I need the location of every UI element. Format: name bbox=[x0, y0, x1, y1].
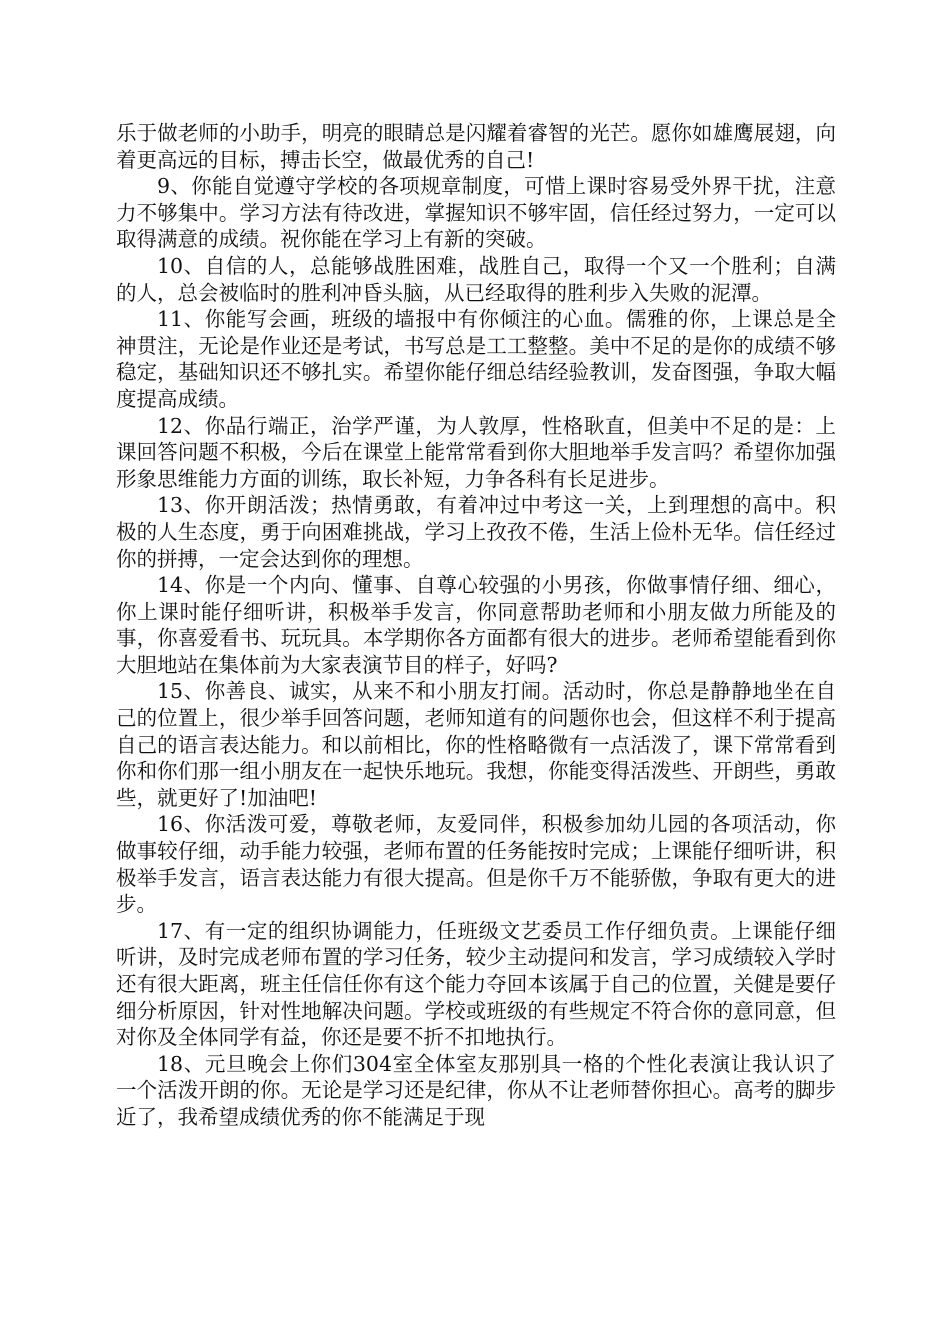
paragraph-14: 14、你是一个内向、懂事、自尊心较强的小男孩，你做事情仔细、细心，你上课时能仔细听讲，积极举手发言，你同意帮助老师和小朋友做力所能及的事，你喜爱看书、玩玩具。本学期你各方面都有很大的进步。老师希望能看到你大胆地站在集体前为大家表演节目的样子，好吗? bbox=[116, 573, 836, 677]
paragraph-18: 18、元旦晚会上你们304室全体室友那别具一格的个性化表演让我认识了一个活泼开朗的你。无论是学习还是纪律，你从不让老师替你担心。高考的脚步近了，我希望成绩优秀的你不能满足于现 bbox=[116, 1051, 836, 1129]
paragraph-9: 9、你能自觉遵守学校的各项规章制度，可惜上课时容易受外界干扰，注意力不够集中。学习方法有待改进，掌握知识不够牢固，信任经过努力，一定可以取得满意的成绩。祝你能在学习上有新的突破。 bbox=[116, 174, 836, 252]
paragraph-continued: 乐于做老师的小助手，明亮的眼睛总是闪耀着睿智的光芒。愿你如雄鹰展翅，向着更高远的目标，搏击长空，做最优秀的自己! bbox=[116, 121, 836, 172]
paragraph-16: 16、你活泼可爱，尊敬老师，友爱同伴，积极参加幼儿园的各项活动，你做事较仔细，动手能力较强，老师布置的任务能按时完成；上课能仔细听讲，积极举手发言，语言表达能力有很大提高。但是你千万不能骄傲，争取有更大的进步。 bbox=[116, 812, 836, 917]
paragraph-11: 11、你能写会画，班级的墙报中有你倾注的心血。儒雅的你，上课总是全神贯注，无论是作业还是考试，书写总是工工整整。美中不足的是你的成绩不够稳定，基础知识还不够扎实。希望你能仔细总结经验教训，发奋图强，争取大幅度提高成绩。 bbox=[116, 307, 836, 411]
paragraph-12: 12、你品行端正，治学严谨，为人敦厚，性格耿直，但美中不足的是：上课回答问题不积极，今后在课堂上能常常看到你大胆地举手发言吗？希望你加强形象思维能力方面的训练，取长补短，力争各科有长足进步。 bbox=[116, 413, 836, 491]
paragraph-15: 15、你善良、诚实，从来不和小朋友打闹。活动时，你总是静静地坐在自己的位置上，很少举手回答问题，老师知道有的问题你也会，但这样不利于提高自己的语言表达能力。和以前相比，你的性格略微有一点活泼了，课下常常看到你和你们那一组小朋友在一起快乐地玩。我想，你能变得活泼些、开朗些，勇敢些，就更好了!加油吧! bbox=[116, 679, 836, 810]
paragraph-10: 10、自信的人，总能够战胜困难，战胜自己，取得一个又一个胜利；自满的人，总会被临时的胜利冲昏头脑，从已经取得的胜利步入失败的泥潭。 bbox=[116, 253, 836, 305]
paragraph-13: 13、你开朗活泼；热情勇敢，有着冲过中考这一关，上到理想的高中。积极的人生态度，勇于向困难挑战，学习上孜孜不倦，生活上俭朴无华。信任经过你的拼搏，一定会达到你的理想。 bbox=[116, 493, 836, 571]
paragraph-17: 17、有一定的组织协调能力，任班级文艺委员工作仔细负责。上课能仔细听讲，及时完成老师布置的学习任务，较少主动提问和发言，学习成绩较入学时还有很大距离，班主任信任你有这个能力夺回本该属于自己的位置，关健是要仔细分析原因，针对性地解决问题。学校或班级的有些规定不符合你的意同意，但对你及全体同学有益，你还是要不折不扣地执行。 bbox=[116, 918, 836, 1050]
document-body bbox=[116, 120, 836, 1131]
